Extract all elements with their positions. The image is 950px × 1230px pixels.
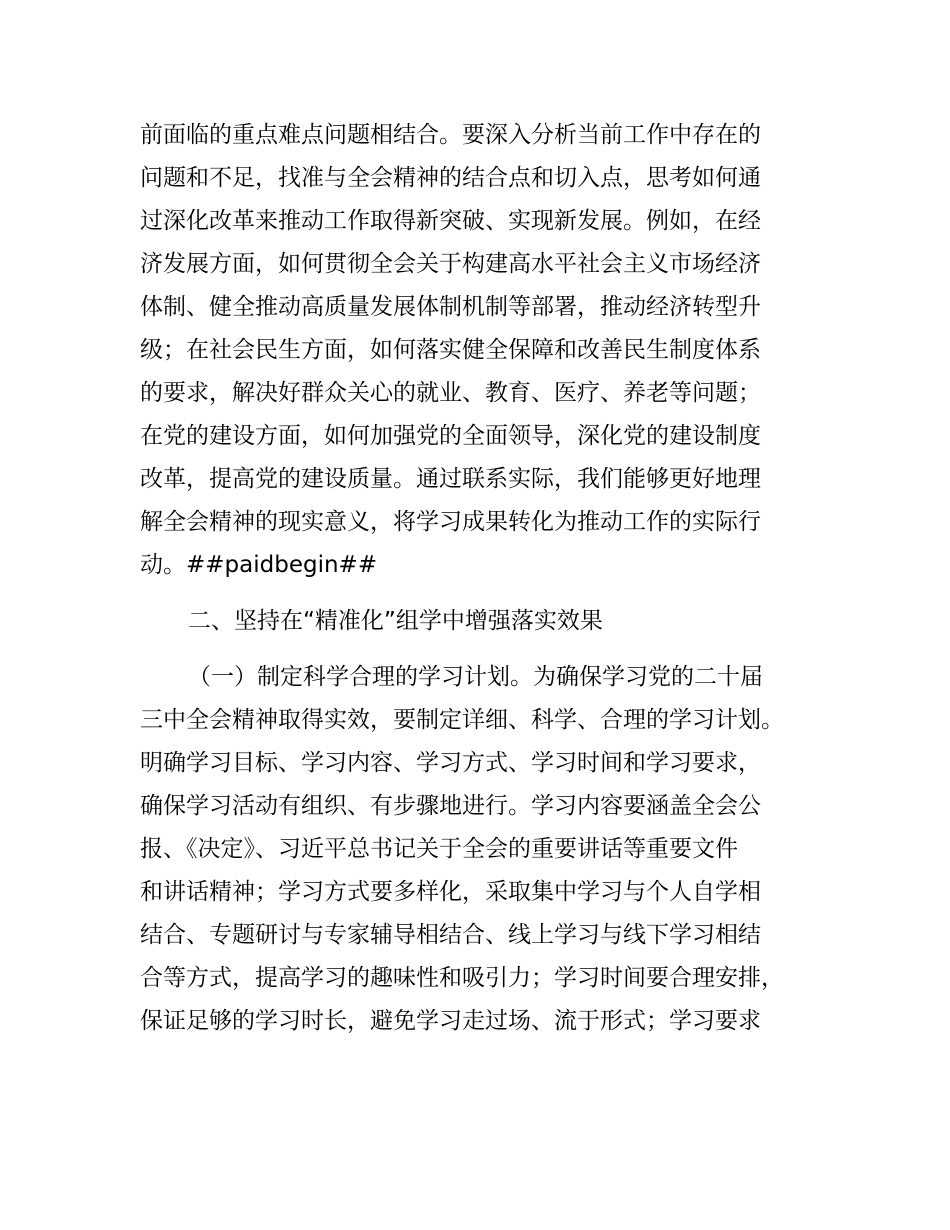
paragraph-1-line-2: 问题和不足，找准与全会精神的结合点和切入点，思考如何通 <box>140 165 761 191</box>
paragraph-1-line-10: 解全会精神的现实意义，将学习成果转化为推动工作的实际行 <box>140 509 761 535</box>
paragraph-2-line-2: 三中全会精神取得实效，要制定详细、科学、合理的学习计划。 <box>140 707 784 733</box>
paragraph-1-line-3: 过深化改革来推动工作取得新突破、实现新发展。例如，在经 <box>140 208 761 234</box>
paragraph-1-line-6: 级；在社会民生方面，如何落实健全保障和改善民生制度体系 <box>140 337 761 363</box>
paragraph-1-line-1: 前面临的重点难点问题相结合。要深入分析当前工作中存在的 <box>140 122 761 148</box>
paragraph-2-line-1: （一）制定科学合理的学习计划。为确保学习党的二十届 <box>188 664 763 690</box>
paragraph-1-line-11: 动。##paidbegin## <box>140 552 378 578</box>
paragraph-2-line-7: 结合、专题研讨与专家辅导相结合、线上学习与线下学习相结 <box>140 922 761 948</box>
paragraph-1-line-9: 改革，提高党的建设质量。通过联系实际，我们能够更好地理 <box>140 466 761 492</box>
paragraph-1-line-7: 的要求，解决好群众关心的就业、教育、医疗、养老等问题； <box>140 380 761 406</box>
paragraph-2-line-8: 合等方式，提高学习的趣味性和吸引力；学习时间要合理安排， <box>140 965 784 991</box>
paragraph-2-line-4: 确保学习活动有组织、有步骤地进行。学习内容要涵盖全会公 <box>140 793 761 819</box>
paragraph-1-line-8: 在党的建设方面，如何加强党的全面领导，深化党的建设制度 <box>140 423 761 449</box>
paragraph-2-line-5: 报、《决定》、习近平总书记关于全会的重要讲话等重要文件 <box>140 836 738 862</box>
section-heading: 二、坚持在“精准化”组学中增强落实效果 <box>188 608 603 634</box>
paragraph-2-line-3: 明确学习目标、学习内容、学习方式、学习时间和学习要求， <box>140 750 761 776</box>
paragraph-2-line-6: 和讲话精神；学习方式要多样化，采取集中学习与个人自学相 <box>140 879 761 905</box>
paragraph-1-line-4: 济发展方面，如何贯彻全会关于构建高水平社会主义市场经济 <box>140 251 761 277</box>
paragraph-2-line-9: 保证足够的学习时长，避免学习走过场、流于形式；学习要求 <box>140 1008 761 1034</box>
paragraph-1-line-5: 体制、健全推动高质量发展体制机制等部署，推动经济转型升 <box>140 294 761 320</box>
